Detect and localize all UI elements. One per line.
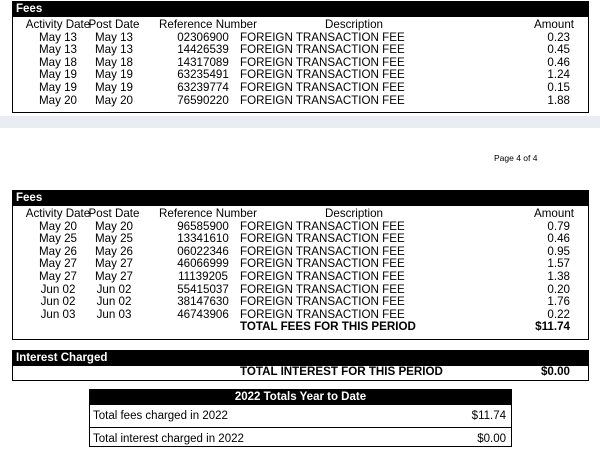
activity-date: Jun 03 — [40, 307, 76, 321]
activity-date: May 26 — [38, 244, 78, 258]
post-date: May 13 — [94, 43, 134, 57]
amount: 0.79 — [547, 219, 570, 233]
description: FOREIGN TRANSACTION FEE — [240, 80, 405, 94]
reference-number: 76590220 — [177, 93, 229, 107]
col-description: Description — [325, 18, 383, 31]
col-reference-number: Reference Number — [159, 18, 257, 31]
activity-date: May 20 — [38, 93, 78, 107]
activity-date: May 20 — [38, 219, 78, 233]
interest-total-row — [13, 366, 588, 379]
ytd-fees-label: Total fees charged in 2022 — [93, 410, 228, 422]
amount: 0.95 — [547, 244, 570, 258]
description: FOREIGN TRANSACTION FEE — [240, 295, 405, 309]
amount: 0.23 — [547, 30, 570, 44]
activity-date: May 13 — [38, 30, 78, 44]
reference-number: 14426539 — [177, 43, 229, 57]
amount: 1.76 — [547, 295, 570, 309]
fees-table-bottom — [12, 190, 589, 340]
post-date: May 19 — [94, 80, 134, 94]
description: FOREIGN TRANSACTION FEE — [240, 307, 405, 321]
description: FOREIGN TRANSACTION FEE — [240, 269, 405, 283]
fees-header: Fees — [13, 191, 588, 206]
amount: 0.20 — [547, 282, 570, 296]
description: FOREIGN TRANSACTION FEE — [240, 55, 405, 69]
ytd-header: 2022 Totals Year to Date — [90, 390, 511, 404]
page-separator — [0, 116, 600, 128]
reference-number: 02306900 — [177, 30, 229, 44]
fees-total-amount: $11.74 — [535, 320, 570, 334]
table-row — [13, 271, 588, 284]
fees-column-headers — [13, 208, 588, 221]
post-date: Jun 02 — [96, 295, 132, 309]
col-post-date: Post Date — [88, 18, 140, 31]
ytd-row-fees — [90, 404, 511, 427]
post-date: Jun 03 — [96, 307, 132, 321]
table-row — [13, 44, 588, 57]
description: FOREIGN TRANSACTION FEE — [240, 232, 405, 246]
description: FOREIGN TRANSACTION FEE — [240, 30, 405, 44]
activity-date: May 19 — [38, 68, 78, 82]
reference-number: 63235491 — [177, 68, 229, 82]
fees-column-headers — [13, 19, 588, 32]
amount: 0.22 — [547, 307, 570, 321]
ytd-fees-value: $11.74 — [471, 410, 506, 422]
interest-header: Interest Charged — [13, 351, 588, 366]
ytd-interest-value: $0.00 — [477, 433, 506, 445]
interest-total-amount: $0.00 — [540, 365, 570, 378]
interest-total-label: TOTAL INTEREST FOR THIS PERIOD — [240, 365, 443, 378]
fees-header: Fees — [13, 2, 588, 17]
amount: 0.45 — [547, 43, 570, 57]
page-number: Page 4 of 4 — [494, 153, 538, 163]
col-amount: Amount — [534, 18, 574, 31]
post-date: May 26 — [94, 244, 134, 258]
reference-number: 55415037 — [177, 282, 229, 296]
post-date: May 27 — [94, 269, 134, 283]
post-date: May 20 — [94, 219, 134, 233]
activity-date: Jun 02 — [40, 295, 76, 309]
description: FOREIGN TRANSACTION FEE — [240, 219, 405, 233]
interest-table — [12, 350, 589, 381]
activity-date: May 27 — [38, 269, 78, 283]
col-activity-date: Activity Date — [25, 207, 91, 220]
activity-date: May 25 — [38, 232, 78, 246]
activity-date: May 18 — [38, 55, 78, 69]
activity-date: May 13 — [38, 43, 78, 57]
amount: 0.46 — [547, 232, 570, 246]
description: FOREIGN TRANSACTION FEE — [240, 68, 405, 82]
post-date: May 20 — [94, 93, 134, 107]
table-row — [13, 82, 588, 95]
table-row — [13, 233, 588, 246]
fees-total-row — [13, 321, 588, 334]
amount: 0.46 — [547, 55, 570, 69]
reference-number: 06022346 — [177, 244, 229, 258]
reference-number: 46743906 — [177, 307, 229, 321]
post-date: May 25 — [94, 232, 134, 246]
reference-number: 11139205 — [178, 269, 228, 283]
activity-date: Jun 02 — [40, 282, 76, 296]
col-post-date: Post Date — [88, 207, 140, 220]
col-activity-date: Activity Date — [25, 18, 91, 31]
col-description: Description — [325, 207, 383, 220]
post-date: Jun 02 — [96, 282, 132, 296]
description: FOREIGN TRANSACTION FEE — [240, 43, 405, 57]
post-date: May 13 — [94, 30, 134, 44]
col-reference-number: Reference Number — [159, 207, 257, 220]
col-amount: Amount — [534, 207, 574, 220]
reference-number: 63239774 — [177, 80, 229, 94]
fees-total-label: TOTAL FEES FOR THIS PERIOD — [240, 320, 416, 334]
activity-date: May 27 — [38, 257, 78, 271]
table-row — [13, 95, 588, 108]
post-date: May 18 — [94, 55, 134, 69]
reference-number: 38147630 — [177, 295, 229, 309]
post-date: May 27 — [94, 257, 134, 271]
amount: 1.24 — [547, 68, 570, 82]
ytd-interest-label: Total interest charged in 2022 — [93, 433, 244, 445]
ytd-row-interest — [90, 427, 511, 450]
post-date: May 19 — [94, 68, 134, 82]
table-row — [13, 296, 588, 309]
description: FOREIGN TRANSACTION FEE — [240, 244, 405, 258]
ytd-totals-table — [89, 389, 512, 447]
reference-number: 96585900 — [177, 219, 229, 233]
reference-number: 13341610 — [177, 232, 229, 246]
description: FOREIGN TRANSACTION FEE — [240, 257, 405, 271]
amount: 1.38 — [547, 269, 570, 283]
description: FOREIGN TRANSACTION FEE — [240, 282, 405, 296]
reference-number: 46066999 — [177, 257, 229, 271]
fees-table-top — [12, 1, 589, 113]
activity-date: May 19 — [38, 80, 78, 94]
reference-number: 14317089 — [177, 55, 229, 69]
amount: 0.15 — [547, 80, 570, 94]
description: FOREIGN TRANSACTION FEE — [240, 93, 405, 107]
amount: 1.88 — [547, 93, 570, 107]
amount: 1.57 — [547, 257, 570, 271]
